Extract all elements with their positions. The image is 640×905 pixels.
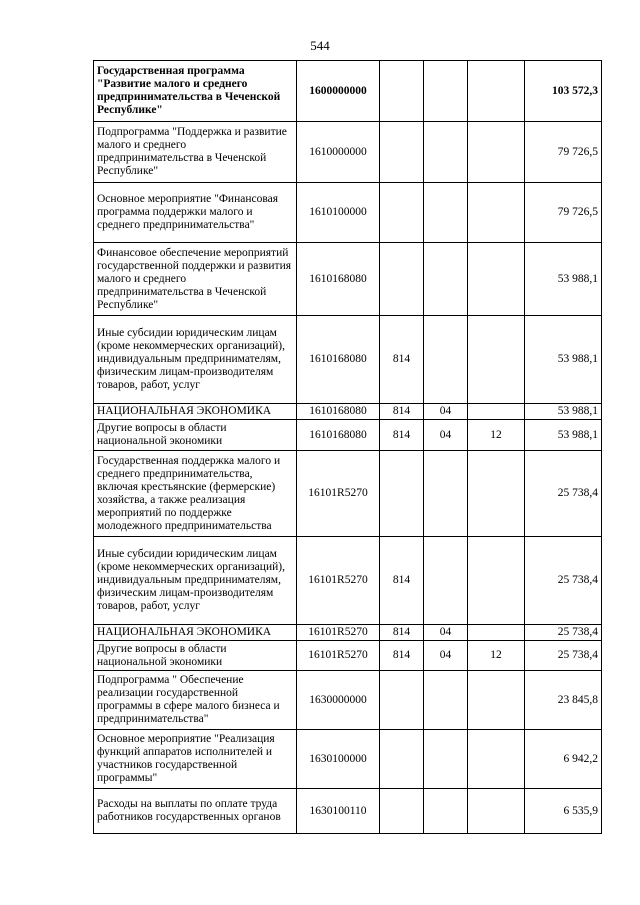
row-vr: 814: [380, 420, 424, 451]
row-vr: 814: [380, 641, 424, 671]
row-vr: [380, 789, 424, 834]
row-rz: [424, 316, 468, 404]
table-row: [94, 420, 602, 451]
row-code: 1610100000: [297, 183, 380, 243]
row-code: 1610168080: [297, 243, 380, 316]
row-pr: [468, 243, 525, 316]
row-name: Основное мероприятие "Финансовая программа поддержки малого и среднего предпринимательства": [94, 183, 297, 243]
row-rz: [424, 243, 468, 316]
row-pr: [468, 730, 525, 789]
table-row: [94, 316, 602, 404]
table-row: [94, 537, 602, 625]
row-code: 1610168080: [297, 404, 380, 420]
row-vr: 814: [380, 625, 424, 641]
row-code: 16101R5270: [297, 625, 380, 641]
row-sum: 53 988,1: [525, 404, 602, 420]
row-rz: [424, 671, 468, 730]
row-rz: [424, 183, 468, 243]
row-sum: 6 535,9: [525, 789, 602, 834]
row-sum: 53 988,1: [525, 420, 602, 451]
row-vr: [380, 243, 424, 316]
row-rz: [424, 789, 468, 834]
row-vr: [380, 61, 424, 122]
row-rz: [424, 451, 468, 537]
row-name: Государственная поддержка малого и среднего предпринимательства, включая крестьянские (фермерские) хозяйства, а также реализация мероприятий по поддержке молодежного предпринимательства: [94, 451, 297, 537]
row-pr: [468, 451, 525, 537]
row-vr: [380, 671, 424, 730]
row-sum: 79 726,5: [525, 122, 602, 183]
row-sum: 79 726,5: [525, 183, 602, 243]
row-sum: 53 988,1: [525, 316, 602, 404]
row-code: 1600000000: [297, 61, 380, 122]
row-code: 16101R5270: [297, 451, 380, 537]
row-vr: [380, 730, 424, 789]
table-row: [94, 243, 602, 316]
row-name: Государственная программа "Развитие малого и среднего предпринимательства в Чеченской Республике": [94, 61, 297, 122]
row-pr: [468, 789, 525, 834]
row-name: Подпрограмма "Поддержка и развитие малого и среднего предпринимательства в Чеченской Республике": [94, 122, 297, 183]
row-sum: 53 988,1: [525, 243, 602, 316]
row-code: 1630000000: [297, 671, 380, 730]
row-pr: [468, 316, 525, 404]
row-name: Подпрограмма " Обеспечение реализации государственной программы в сфере малого бизнеса и предпринимательства": [94, 671, 297, 730]
row-sum: 25 738,4: [525, 451, 602, 537]
row-pr: [468, 122, 525, 183]
row-sum: 23 845,8: [525, 671, 602, 730]
table-row: [94, 451, 602, 537]
row-code: 1610000000: [297, 122, 380, 183]
row-pr: [468, 625, 525, 641]
row-rz: 04: [424, 420, 468, 451]
row-rz: 04: [424, 625, 468, 641]
row-pr: [468, 61, 525, 122]
row-sum: 25 738,4: [525, 625, 602, 641]
row-pr: 12: [468, 420, 525, 451]
row-pr: [468, 671, 525, 730]
row-rz: 04: [424, 641, 468, 671]
row-code: 1630100000: [297, 730, 380, 789]
row-vr: [380, 122, 424, 183]
row-rz: [424, 61, 468, 122]
table-row: [94, 61, 602, 122]
row-name: Другие вопросы в области национальной экономики: [94, 641, 297, 671]
table-row: [94, 122, 602, 183]
row-pr: [468, 404, 525, 420]
row-vr: 814: [380, 537, 424, 625]
row-code: 1610168080: [297, 316, 380, 404]
table-row: [94, 625, 602, 641]
row-sum: 6 942,2: [525, 730, 602, 789]
budget-table: [93, 60, 602, 834]
table-row: [94, 404, 602, 420]
row-code: 1610168080: [297, 420, 380, 451]
row-code: 1630100110: [297, 789, 380, 834]
row-name: Иные субсидии юридическим лицам (кроме некоммерческих организаций), индивидуальным предпринимателям, физическим лицам-производителям товаров, работ, услуг: [94, 316, 297, 404]
row-sum: 25 738,4: [525, 537, 602, 625]
row-name: НАЦИОНАЛЬНАЯ ЭКОНОМИКА: [94, 404, 297, 420]
row-pr: [468, 537, 525, 625]
table-row: [94, 730, 602, 789]
table-row: [94, 641, 602, 671]
table-row: [94, 789, 602, 834]
row-vr: [380, 451, 424, 537]
row-sum: 25 738,4: [525, 641, 602, 671]
row-name: Финансовое обеспечение мероприятий государственной поддержки и развития малого и среднего предпринимательства в Чеченской Республике": [94, 243, 297, 316]
table-row: [94, 183, 602, 243]
row-name: Основное мероприятие "Реализация функций аппаратов исполнителей и участников государственной программы": [94, 730, 297, 789]
row-vr: [380, 183, 424, 243]
row-rz: [424, 122, 468, 183]
table-row: [94, 671, 602, 730]
page-number: 544: [310, 38, 330, 53]
row-name: Расходы на выплаты по оплате труда работников государственных органов: [94, 789, 297, 834]
row-rz: 04: [424, 404, 468, 420]
row-code: 16101R5270: [297, 537, 380, 625]
row-vr: 814: [380, 404, 424, 420]
row-rz: [424, 730, 468, 789]
row-rz: [424, 537, 468, 625]
row-name: Иные субсидии юридическим лицам (кроме некоммерческих организаций), индивидуальным предпринимателям, физическим лицам-производителям товаров, работ, услуг: [94, 537, 297, 625]
row-name: Другие вопросы в области национальной экономики: [94, 420, 297, 451]
row-vr: 814: [380, 316, 424, 404]
row-sum: 103 572,3: [525, 61, 602, 122]
row-name: НАЦИОНАЛЬНАЯ ЭКОНОМИКА: [94, 625, 297, 641]
row-pr: [468, 183, 525, 243]
row-code: 16101R5270: [297, 641, 380, 671]
row-pr: 12: [468, 641, 525, 671]
